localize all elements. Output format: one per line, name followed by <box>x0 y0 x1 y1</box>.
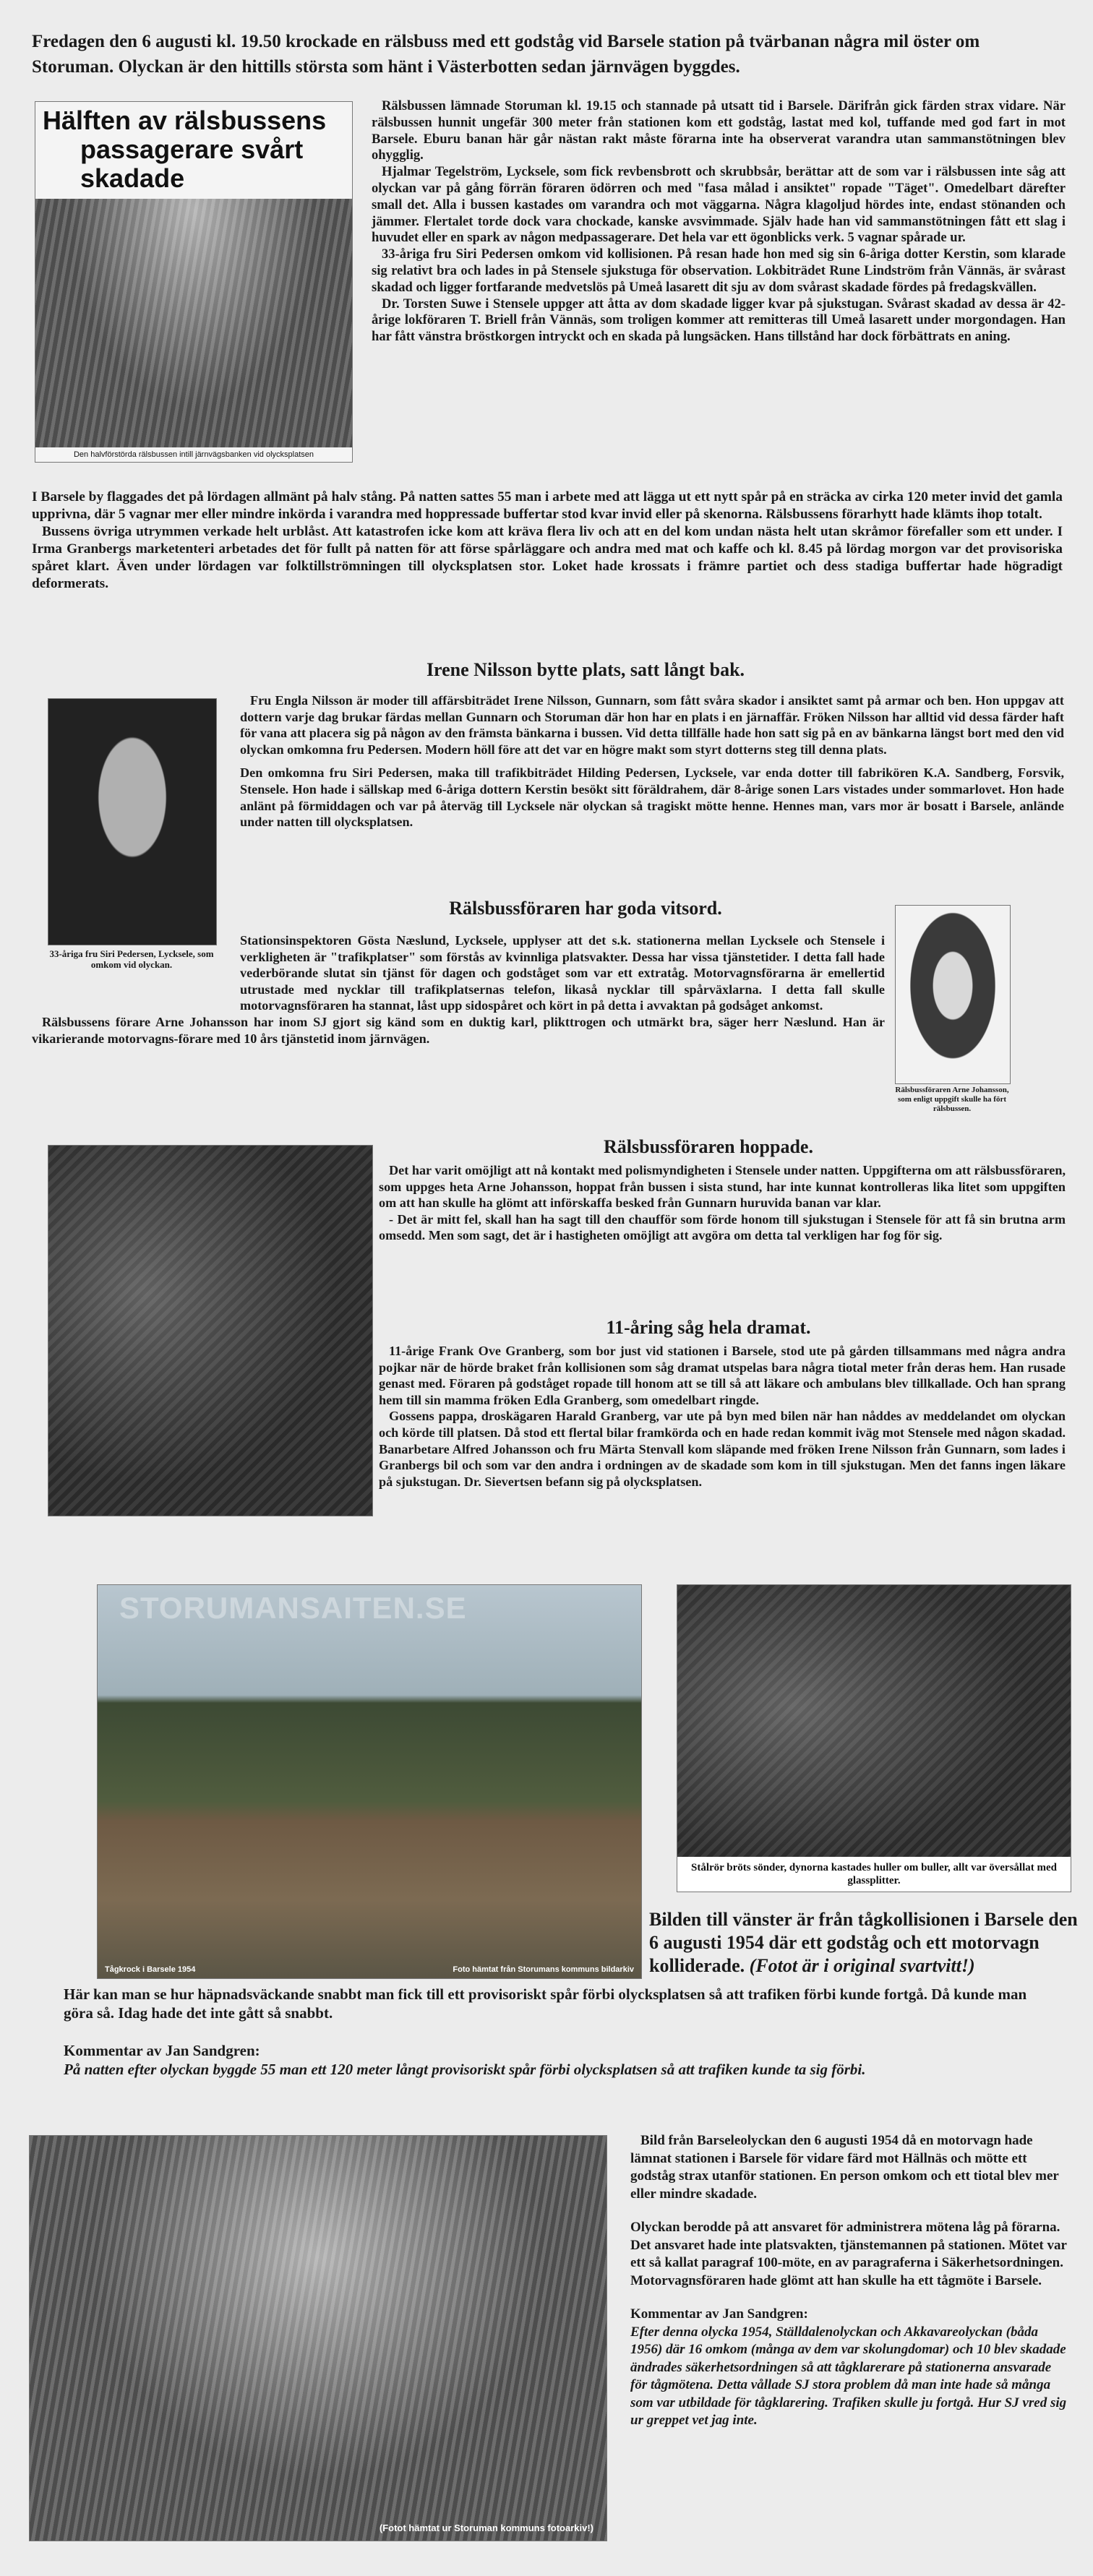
clipping-headline-line1: Hälften av rälsbussens <box>43 106 327 135</box>
section-hoppade-p2: - Det är mitt fel, skall han ha sagt till den chaufför som förde honom till sjukstugan i Stensele för att få sin brutna arm omsedd. Men som sagt, det är i hastigheten omöjligt att avgöra om detta tal verkligen har fog för sig. <box>379 1211 1066 1243</box>
photo-watermark: STORUMANSAITEN.SE <box>119 1591 467 1625</box>
article-2-p2: Bussens övriga utrymmen verkade helt urblåst. Att katastrofen icke kom att kräva flera liv och att en del kom undan nästa helt utan skråmor förefaller som ett under. I Irma Granbergs marketenteri arbetades det för fullt på natten för att förse spårläggare och andra med mat och kaffe och kl. 8.45 på lördag morgon var det provisoriska spåret klart. Även under lördagen var folktillströmningen till olycksplatsen stor. Loket hade krossats i främre partiet och dess stadiga buffertar hade högradigt deformerats. <box>32 524 1063 591</box>
article-1-p4: Dr. Torsten Suwe i Stensele uppger att åtta av dom skadade ligger kvar på sjukstugan. Svårast skadad av dessa är 42-årige lokföraren T. Briell från Vännäs, som troligen kommer att remitteras till Umeå lasarett under morgondagen. Han har fått vänstra bröstkorgen intryckt och en skada på lungsäcken. Hans tillstånd har dock förbättrats en aning. <box>372 296 1066 345</box>
photo-explanation <box>649 1908 1083 1978</box>
provisional-track-text: Här kan man se hur häpnadsväckande snabbt man fick till ett provisoriskt spår förbi olycksplatsen så att trafiken förbi kunde fortgå. Då kunde man göra så. Idag hade det inte gått så snabbt. <box>64 1985 1027 2022</box>
section-visord-heading: Rälsbussföraren har goda vitsord. <box>449 898 722 919</box>
section-dramat-p1: 11-årige Frank Ove Granberg, som bor just vid stationen i Barsele, stod ute på gården tillsammans med några andra pojkar när de hörde braket från kollisionen som såg dramat utspelas bara några tiotal meter från deras hem. Han rusade genast med. Föraren på godståget ropade till honom att se till så att läkare och ambulans blev tillkallade. Och han sprang hem till sin mamma fröken Edla Granberg, som omedelbart ringde. <box>379 1344 1066 1407</box>
photo-explanation-text: Bilden till vänster är från tågkollisionen i Barsele den 6 augusti 1954 där ett godståg och ett motorvagn kolliderade. <box>649 1909 1078 1976</box>
comment-1-label: Kommentar av Jan Sandgren: <box>64 2042 260 2059</box>
section-visord-p2: Rälsbussens förare Arne Johansson har inom SJ gjort sig känd som en duktig karl, plikttrogen och utmärkt bra, säger herr Næslund. Han är vikarierande motorvagns-förare med 10 års tjänstetid inom järnvägen. <box>32 1014 885 1046</box>
bottom-photo-caption: (Fotot hämtat ur Storuman kommuns fotoarkiv!) <box>379 2523 593 2533</box>
article-2 <box>32 489 1063 593</box>
article-2-p1: I Barsele by flaggades det på lördagen allmänt på halv stång. På natten sattes 55 man i arbete med att lägga ut ett nytt spår på en sträcka av cirka 120 meter invid det gamla upprivna, där 5 vagnar mer eller mindre inkörda i varandra med hoppressade buffertar stod kvar invid eller på skenorna. Rälsbussens förarhytt hade klämts ihop totalt. <box>32 489 1063 522</box>
derailed-railbus-photo <box>48 1145 373 1516</box>
train-collision-color-photo <box>97 1584 642 1979</box>
clipping-headline <box>35 102 352 199</box>
photo-explanation-note: (Fotot är i original svartvitt!) <box>749 1955 975 1976</box>
section-irene-p1: Fru Engla Nilsson är moder till affärsbiträdet Irene Nilsson, Gunnarn, som fått svåra skador i ansiktet samt på armar och ben. Hon uppgav att dottern varje dag brukar färdas mellan Gunnarn och Storuman där hon har en plats i en järnaffär. Fröken Nilsson har alltid vid dessa färder haft för vana att placera sig på någon av den främsta bänkarna i bussen. Vid detta tillfälle hade hon satt sig på en av bänkarna längst bort med den vid olyckan omkomna fru Pedersen. Modern höll före att det var en högre makt som styrt dotterns steg till denna plats. <box>240 693 1064 757</box>
section-hoppade-text <box>379 1162 1066 1244</box>
clipping-headline-line2: passagerare svårt skadade <box>80 134 304 193</box>
comment-1-text: På natten efter olyckan byggde 55 man ett 120 meter långt provisoriskt spår förbi olycksplatsen så att trafiken kunde ta sig förbi. <box>64 2061 866 2078</box>
article-1-p3: 33-åriga fru Siri Pedersen omkom vid kollisionen. På resan hade hon med sig sin 6-åriga dotter Kerstin, som klarade sig relativt bra och lades in på Stensele sjukstuga för observation. Lokbiträdet Rune Lindström från Vännäs, är svårast skadad och ligger fortfarande medvetslös på Umeå lasarett dit sju av dom svårast skadade fördes på fredagskvällen. <box>372 246 1066 295</box>
article-1 <box>372 98 1066 345</box>
clipping-footer: Den halvförstörda rälsbussen intill järnvägsbanken vid olycksplatsen <box>35 447 352 462</box>
portrait-arne-johansson <box>895 905 1011 1084</box>
bottom-wreck-photo <box>29 2135 607 2541</box>
article-1-p1: Rälsbussen lämnade Storuman kl. 19.15 och stannade på utsatt tid i Barsele. Därifrån gick färden strax vidare. När rälsbussen hunnit ungefär 300 meter från stationen kom ett godståg, lastat med kol, tuffande med god fart in mot Barsele. Eburu banan här går nästan rakt måste förarna inte ha observerat varandra utan sammanstötningen blev ohygglig. <box>372 98 1066 163</box>
interior-photo-caption: Stålrör bröts sönder, dynorna kastades huller om buller, allt var översållat med glassplitter. <box>677 1857 1071 1892</box>
portrait-siri-pedersen <box>48 698 217 945</box>
interior-wreck-photo <box>677 1584 1071 1892</box>
photo-tag-right: Foto hämtat från Storumans kommuns bildarkiv <box>453 1965 634 1974</box>
intro-text: Fredagen den 6 augusti kl. 19.50 krockade en rälsbuss med ett godståg vid Barsele station på tvärbanan några mil öster om Storuman. Olyckan är den hittills största som hänt i Västerbotten sedan järnvägen byggdes. <box>32 32 980 77</box>
bottom-text-p2: Olyckan berodde på att ansvaret för administrera mötena låg på förarna. Det ansvaret hade inte platsvakten, tjänstemannen på stationen. Mötet var ett så kallat paragraf 100-möte, en av paragraferna i Säkerhetsordningen. Motorvagnsföraren hade glömt att han skulle ha ett tågmöte i Barsele. <box>630 2220 1067 2288</box>
section-dramat-p2: Gossens pappa, droskägaren Harald Granberg, var ute på byn med bilen när han nåddes av meddelandet om olyckan och körde till platsen. Då stod ett flertal bilar framkörda och en hade redan kommit iväg mot Stensele med någon skadad. Banarbetare Alfred Johansson och fru Märta Stenvall kom släpande med fröken Irene Nilsson från Gunnarn, som lades i Granbergs bil och som var den andra i ordningen av de skadade som kom in till sjukstugan. Men det fanns ingen läkare på sjukstugan. Dr. Sievertsen befann sig på olycksplatsen. <box>379 1409 1066 1489</box>
article-1-p2: Hjalmar Tegelström, Lycksele, som fick revbensbrott och skrubbsår, berättar att de som var i rälsbussen inte såg att olyckan var på gång förrän föraren ödörren och med "fasa målad i ansiktet" ropade "Täget". Omedelbart därefter small det. Alla i bussen kastades om varandra och mot väggarna. Några klagoljud hördes inte, endast stönanden och jämmer. Flertalet torde dock vara chockade, kanske avsvimmade. Själv hade han vid sammanstötningen fått ett slag i huvudet eller en spark av någon medpassagerare. Det hela var ett ögonblicks verk. 5 vagnar spårade ur. <box>372 164 1066 246</box>
comment-1 <box>64 2041 1003 2079</box>
portrait-siri-caption: 33-åriga fru Siri Pedersen, Lycksele, som omkom vid olyckan. <box>49 948 214 970</box>
bottom-comment-text: Efter denna olycka 1954, Ställdalenolyckan och Akkavareolyckan (båda 1956) där 16 omkom (många av dem var skolungdomar) och 10 blev skadade ändrades säkerhetsordningen så att tågklarerare på stationerna ansvarade för tågmötena. Detta vållade SJ stora problem då man inte hade så många som var utbildade för tågklarering. Trafiken skulle ju fortgå. Hur SJ vred sig ur greppet vet jag inte. <box>630 2324 1067 2428</box>
section-dramat-heading: 11-åring såg hela dramat. <box>606 1317 811 1338</box>
portrait-arne-caption: Rälsbussföraren Arne Johansson, som enligt uppgift skulle ha fört rälsbussen. <box>895 1086 1009 1113</box>
bottom-comment-label: Kommentar av Jan Sandgren: <box>630 2306 808 2322</box>
photo-tag-left: Tågkrock i Barsele 1954 <box>105 1965 196 1974</box>
newspaper-clipping-photo <box>35 101 353 463</box>
section-irene-text <box>240 692 1064 830</box>
section-hoppade-heading: Rälsbussföraren hoppade. <box>604 1136 813 1157</box>
section-hoppade-p1: Det har varit omöjligt att nå kontakt med polismyndigheten i Stensele under natten. Uppgifterna om att rälsbussföraren, som uppges heta Arne Johansson, hoppat från bussen i sista stund, har inte kunnat kontrolleras lika litet som uppgiften om att han skulle ha glömt att införskaffa besked från Gunnarn huruvida banan var klar. <box>379 1163 1066 1211</box>
section-irene-heading: Irene Nilsson bytte plats, satt långt bak. <box>426 659 745 680</box>
section-irene-p2: Den omkomna fru Siri Pedersen, maka till trafikbiträdet Hilding Pedersen, Lycksele, var enda dotter till fabrikören K.A. Sandberg, Forsvik, Stensele. Hon hade i sällskap med 6-åriga dottern Kerstin besökt sitt föräldrahem, där 8-årige sonen Lars vistades under sommarlovet. Hon hade anlänt på förmiddagen och var på återväg till Lycksele när olyckan så tragiskt mötte henne. Hennes man, vars mor är bosatt i Barsele, anlände under natten till olycksplatsen. <box>240 765 1064 830</box>
section-visord-p1: Stationsinspektoren Gösta Næslund, Lycksele, upplyser att det s.k. stationerna mellan Lycksele och Stensele i verkligheten är "trafikplatser" som förstås av kvinnliga platsvakter. Dessa har vissa tjänstetider. I detta fall hade vederbörande slutat sin tjänst för dagen och godståget som var ett extratåg. Motorvagnsförarna är emellertid utrustade med nycklar till trafikplatsernas telefon, likaså nycklar till spårväxlarna. I detta fall skulle motorvagnsföraren ha stannat, låst upp sidospåret och kört in på detta i avvaktan på godsåget ankomst. <box>240 933 885 1013</box>
section-dramat-text <box>379 1343 1066 1490</box>
section-visord-text <box>32 932 885 1047</box>
bottom-text-p1: Bild från Barseleolyckan den 6 augusti 1954 då en motorvagn hade lämnat stationen i Barsele för vidare färd mot Hällnäs och mötte ett godståg strax utanför stationen. En person omkom och ett tiotal blev mer eller mindre skadade. <box>630 2133 1059 2202</box>
bottom-text <box>630 2132 1071 2430</box>
